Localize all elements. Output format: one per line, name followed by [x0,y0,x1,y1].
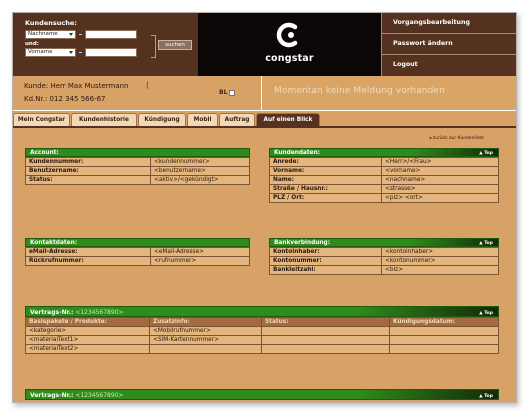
field-value: <kontoinhaber> [382,248,499,257]
panel-title: Kontaktdaten: [25,238,250,247]
field-value: <blz> [382,266,499,275]
tab-auftrag[interactable]: Auftrag [219,113,255,126]
table-row [270,185,499,194]
field-label: Rückrufnummer: [26,257,151,266]
table-cell [262,336,390,345]
field-label: Vorname: [270,167,382,176]
field-label: Name: [270,176,382,185]
field-label: Kundennummer: [26,158,151,167]
field-value: <Herr>/<Frau> [382,158,499,167]
nav-passwort-aendern[interactable]: Passwort ändern [381,34,517,55]
vertrag-panel-2 [25,389,499,400]
table-row [270,167,499,176]
bl-toggle[interactable] [219,89,235,96]
search-field2-input[interactable] [85,48,137,57]
field-value: <kundennummer> [151,158,250,167]
vertrag-number: <1234567890> [75,392,124,399]
field-value: <benutzername> [151,167,250,176]
table-cell [390,327,499,336]
vertrag-header [25,389,499,400]
table-row [26,176,250,185]
separator: | [146,81,149,89]
table-row [270,176,499,185]
table-row [26,345,499,354]
column-header: Status: [262,318,390,327]
field-value: <plz> <ort> [382,194,499,203]
customer-number: Kd.Nr.: 012 345 566-67 [24,95,106,103]
table-cell: <Mobilrufnummer> [150,327,262,336]
field-value: <rufnummer> [151,257,250,266]
field-label: Kontonummer: [270,257,382,266]
top-link[interactable]: ▲ Top [479,151,493,156]
tab-mein-congstar[interactable]: Mein Congstar [13,113,70,126]
tab-mobil[interactable]: Mobil [187,113,218,126]
column-header: Basispakete / Produkte: [26,318,150,327]
column-header: Kündigungsdatum: [390,318,499,327]
field-value: <vorname> [382,167,499,176]
customer-info [13,76,517,110]
table-cell [262,345,390,354]
table-cell: <SIM-Kartennummer> [150,336,262,345]
table-row [270,248,499,257]
table-row [26,327,499,336]
app-window [12,12,517,403]
search-title: Kundensuche: [25,19,77,27]
nav-vorgangsbearbeitung[interactable]: Vorgangsbearbeitung [381,13,517,34]
panel-header [269,148,499,157]
search-field1-select[interactable]: Nachname [25,30,76,39]
table-cell [150,345,262,354]
and-label: und: [25,41,39,47]
top-link[interactable]: ▲ Top [479,241,493,246]
vertrag-title: Vertrags-Nr.: [30,309,74,316]
divider [79,52,82,53]
vertrag-table [25,317,499,354]
bl-label: BL [219,89,228,96]
table-row [26,257,250,266]
table-row [26,248,250,257]
kontakt-panel [25,238,250,266]
top-label: Top [484,311,493,316]
field-value: <strasse> [382,185,499,194]
field-value: <eMail-Adresse> [151,248,250,257]
top-nav [381,13,517,76]
table-cell: <kategorie> [26,327,150,336]
account-panel [25,148,250,185]
kundendaten-table [269,157,499,203]
top-link[interactable]: ▲ Top [479,394,493,399]
table-row [270,266,499,275]
top-label: Top [484,241,493,246]
field-label: eMail-Adresse: [26,248,151,257]
message-text: Momentan keine Meldung vorhanden [274,86,445,96]
tabs [13,113,321,126]
table-header-row [26,318,499,327]
table-cell [262,327,390,336]
field-label: Kontoinhaber: [270,248,382,257]
table-cell [390,345,499,354]
panel-title: Bankverbindung: [274,240,331,246]
field-label: Anrede: [270,158,382,167]
account-table [25,157,250,185]
nav-logout[interactable]: Logout [381,55,517,76]
vertrag-header [25,306,499,317]
header [13,13,517,76]
congstar-logo-icon [275,21,303,49]
panel-title: Kundendaten: [274,150,321,156]
tab-auf-einen-blick[interactable]: Auf einen Blick [256,113,320,126]
search-field1-input[interactable] [85,30,137,39]
top-label: Top [484,151,493,156]
brand-name: congstar [265,53,314,64]
search-bracket [151,35,156,58]
vertrag-panel [25,306,499,354]
message-area [261,76,517,110]
table-row [26,336,499,345]
vertrag-number: <1234567890> [75,309,124,316]
table-cell [390,336,499,345]
column-header: Zusatzinfo: [150,318,262,327]
back-link-label: zurück zur Kundenliste [432,136,484,141]
divider [79,34,82,35]
field-value: <aktiv>/<gekündigt> [151,176,250,185]
search-field2-select[interactable]: Vorname [25,48,76,57]
brand-area [198,13,381,76]
tab-kundenhistorie[interactable]: Kundenhistorie [71,113,137,126]
panel-title: Account: [25,148,250,157]
field-value: <nachname> [382,176,499,185]
top-label: Top [484,394,493,399]
top-link[interactable]: ▲ Top [479,311,493,316]
bank-table [269,247,499,275]
field-label: Bankleitzahl: [270,266,382,275]
table-row [270,158,499,167]
kundendaten-panel [269,148,499,203]
panel-header [269,238,499,247]
customer-name: Kunde: Herr Max Mustermann [24,82,129,90]
table-cell: <materialText1> [26,336,150,345]
bl-checkbox[interactable] [229,90,235,96]
field-label: Benutzername: [26,167,151,176]
table-row [270,194,499,203]
field-label: PLZ / Ort: [270,194,382,203]
table-row [26,158,250,167]
back-to-customer-list-link[interactable]: ◂ zurück zur Kundenliste [429,136,484,141]
table-row [26,167,250,176]
tab-underline [13,126,517,128]
kontakt-table [25,247,250,266]
table-cell: <materialText2> [26,345,150,354]
search-button[interactable]: suchen [158,40,192,50]
table-row [270,257,499,266]
tab-kuendigung[interactable]: Kündigung [138,113,186,126]
bank-panel [269,238,499,275]
vertrag-title: Vertrags-Nr.: [30,392,74,399]
field-label: Straße / Hausnr.: [270,185,382,194]
field-label: Status: [26,176,151,185]
field-value: <kontonummer> [382,257,499,266]
